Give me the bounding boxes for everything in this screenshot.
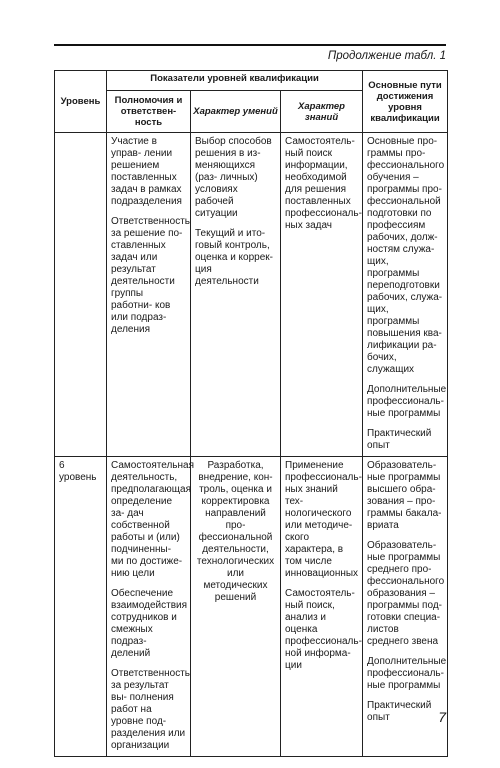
row-level (55, 133, 107, 457)
cell-paragraph: Практический опыт (367, 428, 432, 451)
table-caption: Продолжение табл. 1 (327, 50, 446, 62)
header-skills: Характер умений (191, 91, 281, 133)
cell-paragraph: Выбор способов решения в из- меняющихся (раз- личных) условиях рабочей ситуации (195, 136, 272, 219)
cell-paragraph: Применение профессиональ- ных знаний тех- нологического или методиче- ского характера, в том числе инновационных (285, 460, 362, 579)
header-level: Уровень (55, 71, 107, 133)
skills-cell (191, 457, 281, 757)
cell-paragraph: Образователь- ные программы среднего про- фессионального образования – программы под- готовки специа- листов среднего звена (367, 540, 445, 647)
table-row (55, 457, 448, 757)
cell-paragraph: Ответственность за результат вы- полнения работ на уровне под- разделения или организации (111, 668, 190, 751)
knowledge-cell (281, 133, 363, 457)
qualification-table (54, 70, 448, 757)
table-row (55, 133, 448, 457)
header-rule (54, 44, 446, 46)
authority-cell (107, 457, 195, 757)
page-number: 7 (438, 709, 446, 725)
cell-paragraph: Самостоятель- ный поиск информации, необходимой для решения поставленных профессиональ- ных задач (285, 136, 362, 231)
cell-paragraph: Обеспечение взаимодействия сотрудников и смежных подраз- делений (111, 588, 188, 659)
cell-paragraph: Основные про- граммы про- фессионального обучения – программы про- фессиональной подготовки по профессиям рабочих, долж- ностям служа- щих, программы переподготовки рабочих, служа- щих, программы повышения ква- лификации ра- бочих, служащих (367, 136, 445, 375)
skills-cell (191, 133, 281, 457)
paths-cell (363, 133, 448, 457)
cell-paragraph: Образователь- ные программы высшего обра- зования – про- граммы бакала- вриата (367, 460, 442, 531)
authority-cell (107, 133, 191, 457)
cell-paragraph: Самостоятельная деятельность, предполагающая определение за- дач собственной работы и (или) подчиненны- ми по достиже- нию цели (111, 460, 195, 579)
header-paths: Основные пути достижения уровня квалификации (363, 71, 448, 133)
header-indicators: Показатели уровней квалификации (107, 71, 363, 91)
row-level: 6 уровень (55, 457, 107, 757)
cell-paragraph: Разработка, внедрение, кон- троль, оценка и корректировка направлений про- фессиональной деятельности, технологических или методических решений (196, 460, 275, 603)
header-authority: Полномочия и ответствен- ность (107, 91, 191, 133)
paths-cell (363, 457, 448, 757)
cell-paragraph: Самостоятель- ный поиск, анализ и оценка профессиональ- ной информа- ции (285, 588, 362, 671)
cell-paragraph: Текущий и ито- говый контроль, оценка и коррек- ция деятельности (195, 228, 273, 287)
cell-paragraph: Дополнительные профессиональ- ные программы (367, 656, 447, 691)
cell-paragraph: Практический опыт (367, 700, 432, 723)
knowledge-cell (281, 457, 363, 757)
header-knowledge: Характер знаний (281, 91, 363, 133)
cell-paragraph: Дополнительные профессиональ- ные программы (367, 384, 447, 419)
cell-paragraph: Участие в управ- лении решением поставленных задач в рамках подразделения (111, 136, 182, 207)
table-head (55, 71, 448, 133)
cell-paragraph: Ответственность за решение по- ставленных задач или результат деятельности группы работни- ков или подраз- деления (111, 216, 190, 335)
